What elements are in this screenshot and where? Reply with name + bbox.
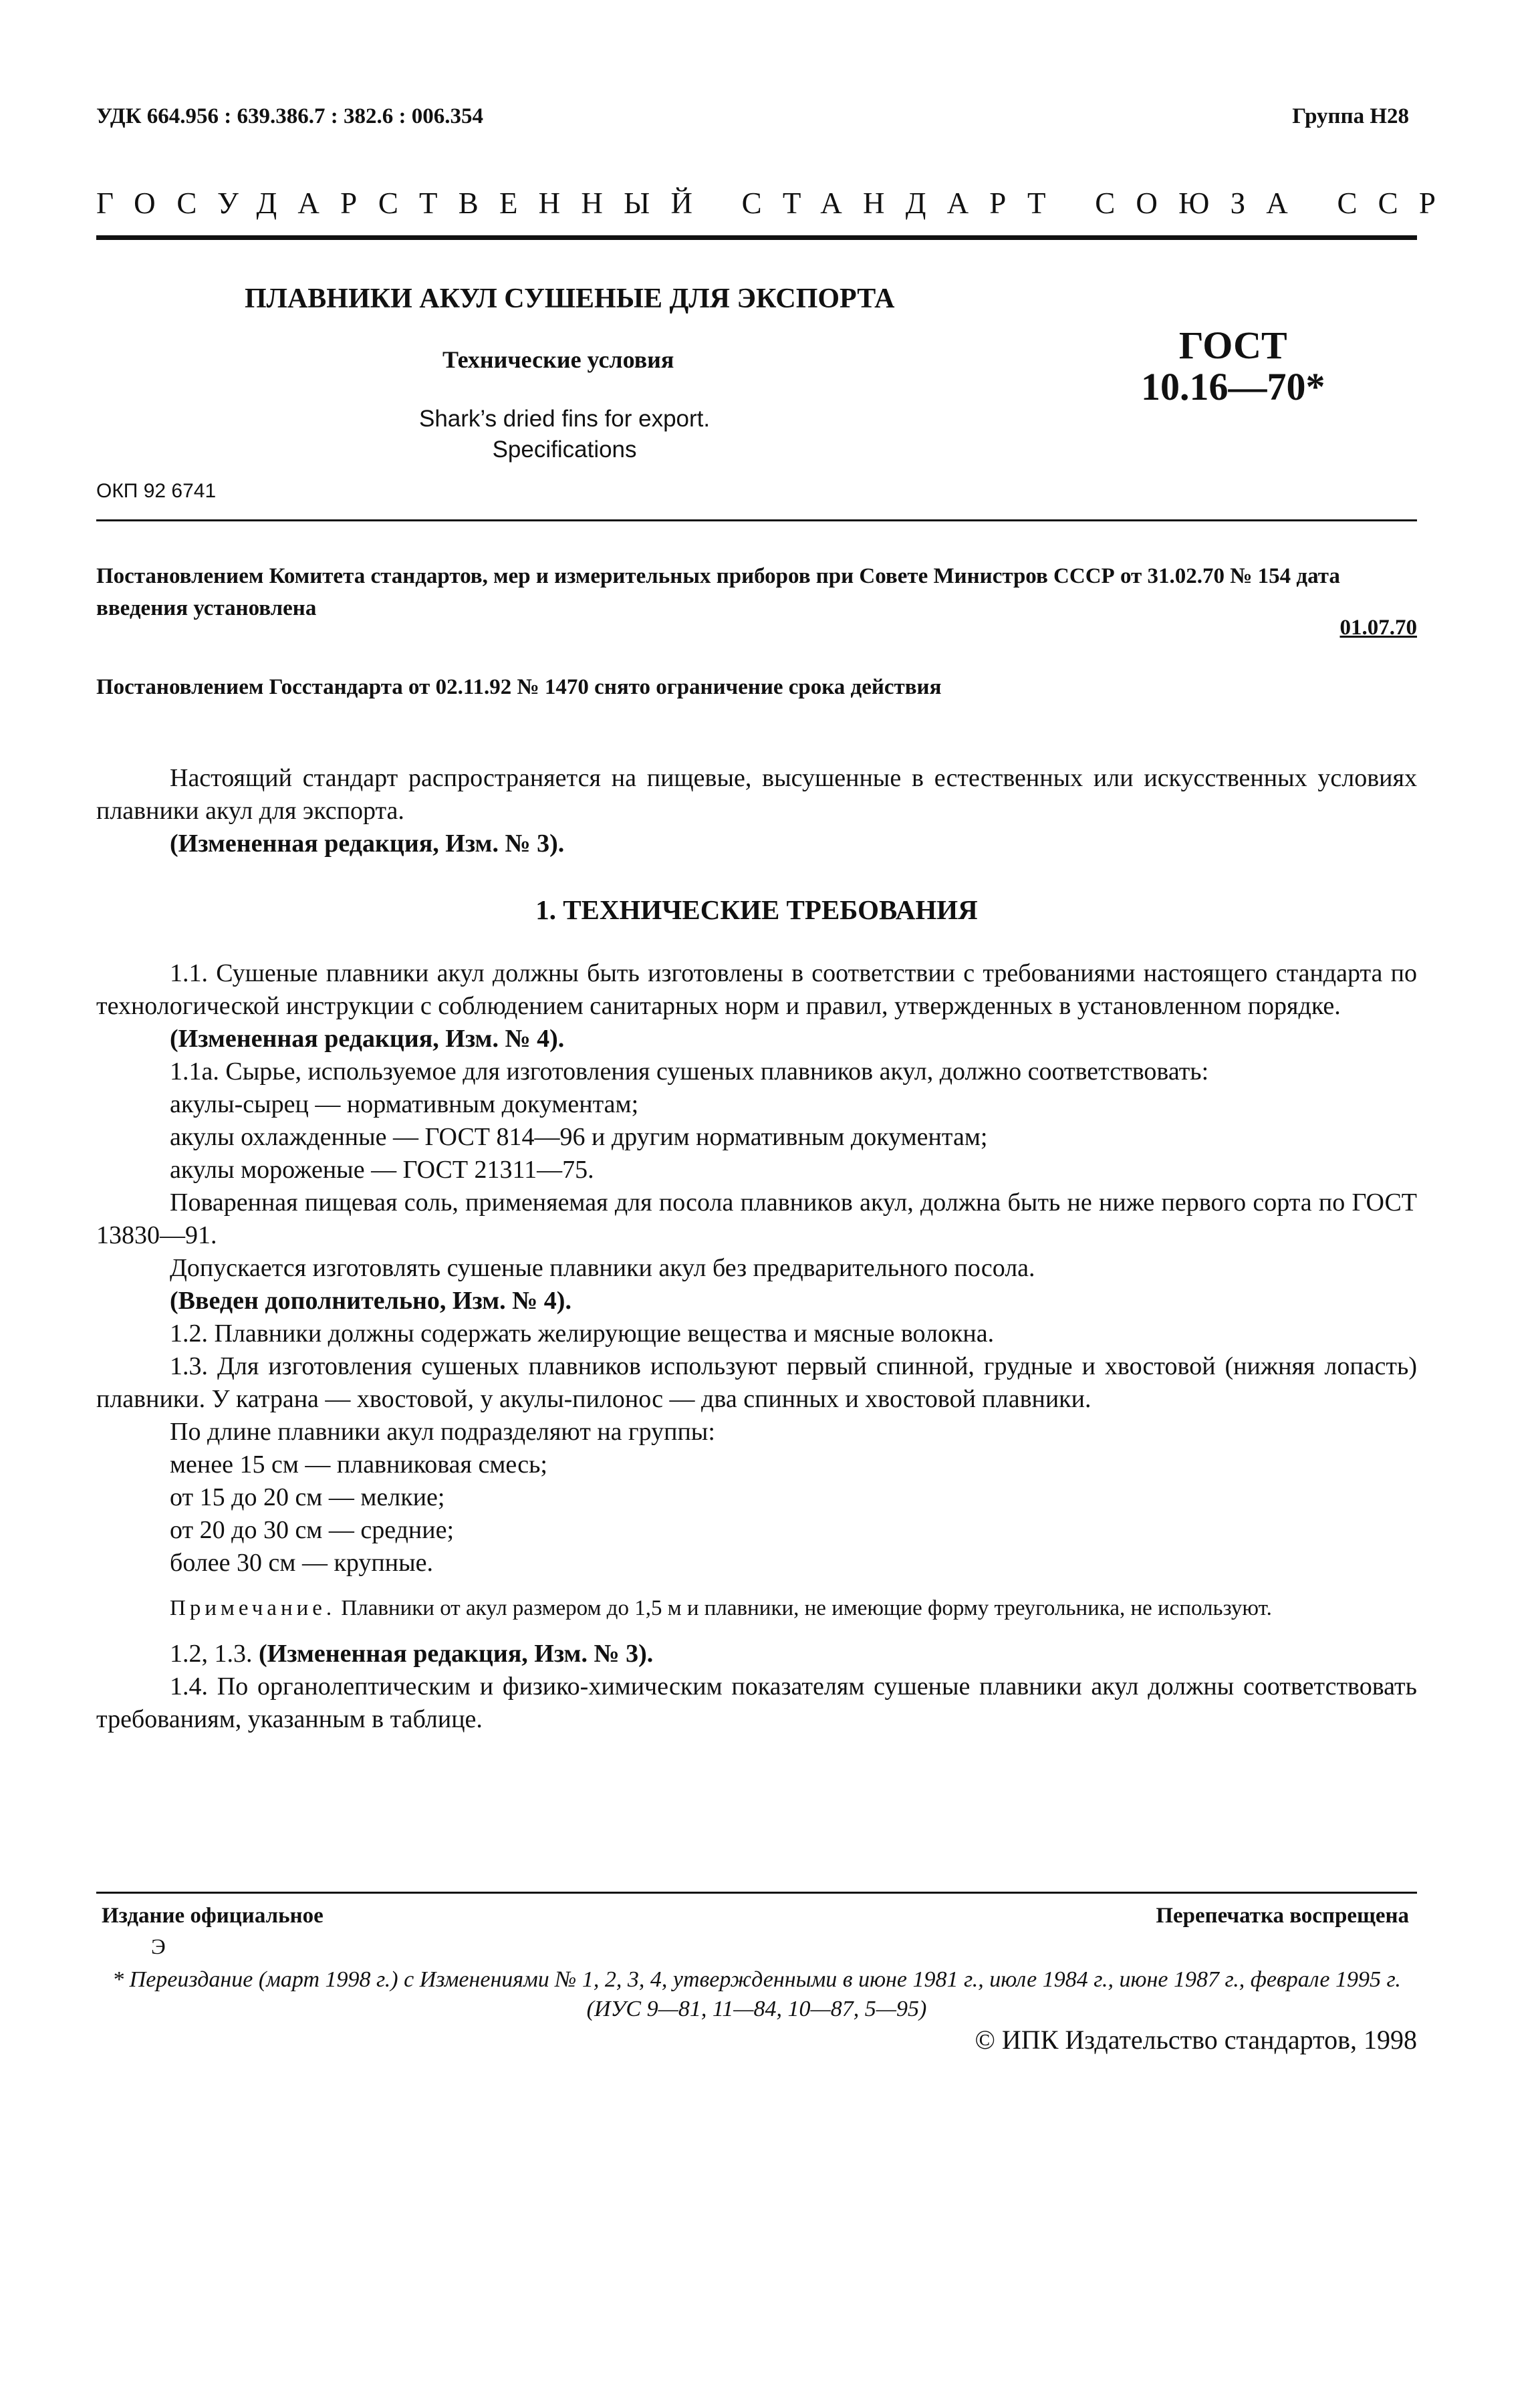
note <box>96 1594 1417 1623</box>
length-group-item: от 20 до 30 см — средние; <box>170 1516 455 1544</box>
okp-code: ОКП 92 6741 <box>96 480 217 502</box>
no-salting-note: Допускается изготовлять сушеные плавники акул без предварительного посола. <box>170 1254 1035 1282</box>
footer-rule <box>96 1892 1417 1894</box>
official-edition-label: Издание официальное <box>102 1904 324 1928</box>
english-title-line1: Shark’s dried fins for export. <box>419 406 711 432</box>
clause-1-1-amendment: (Измененная редакция, Изм. № 4). <box>170 1025 565 1053</box>
length-group-item: менее 15 см — плавниковая смесь; <box>170 1451 547 1479</box>
intro-text: Настоящий стандарт распространяется на пищевые, высушенные в естественных или искусственных условиях плавники акул для экспорта. <box>96 764 1417 825</box>
title-rule <box>96 519 1417 521</box>
gost-number: 10.16—70* <box>1141 365 1325 408</box>
note-label: Примечание. <box>170 1596 336 1620</box>
clause-1-1a: 1.1а. Сырье, используемое для изготовления сушеных плавников акул, должно соответствовать: <box>170 1057 1209 1086</box>
resolution-first: Постановлением Комитета стандартов, мер и измерительных приборов при Совете Министров СССР от 31.02.70 № 154 дата введения установлена <box>96 564 1340 620</box>
resolution-second: Постановлением Госстандарта от 02.11.92 № 1470 снято ограничение срока действия <box>96 675 942 699</box>
raw-material-item: акулы-сырец — нормативным документам; <box>170 1090 639 1118</box>
salt-requirement: Поваренная пищевая соль, применяемая для посола плавников акул, должна быть не ниже первого сорта по ГОСТ 13830—91. <box>96 1188 1417 1249</box>
state-standard-banner: ГОСУДАРСТВЕННЫЙ СТАНДАРТ СОЮЗА ССР <box>96 186 1457 220</box>
intro-amendment: (Измененная редакция, Изм. № 3). <box>170 830 565 858</box>
raw-material-item: акулы охлажденные — ГОСТ 814—96 и другим нормативным документам; <box>170 1123 988 1151</box>
amendment-text: (Измененная редакция, Изм. № 3). <box>259 1640 654 1668</box>
amendment-clauses: 1.2, 1.3. <box>170 1640 253 1668</box>
clause-1-3: 1.3. Для изготовления сушеных плавников используют первый спинной, грудные и хвостовой (нижняя лопасть) плавники. У катрана — хвостовой, у акулы-пилонос — два спинных и хвостовой плавники. <box>96 1352 1417 1413</box>
intro-block <box>96 762 1417 860</box>
clause-1-1: 1.1. Сушеные плавники акул должны быть изготовлены в соответствии с требованиями настоящего стандарта по технологической инструкции с соблюдением санитарных норм и правил, утвержденных в установленном порядке. <box>96 959 1417 1020</box>
raw-material-item: акулы мороженые — ГОСТ 21311—75. <box>170 1156 594 1184</box>
document-subtitle: Технические условия <box>442 346 674 373</box>
section-heading: 1. ТЕХНИЧЕСКИЕ ТРЕБОВАНИЯ <box>535 894 978 925</box>
gost-label: ГОСТ <box>1178 324 1287 367</box>
udk-code: УДК 664.956 : 639.386.7 : 382.6 : 006.354 <box>96 104 483 128</box>
reprint-prohibited-label: Перепечатка воспрещена <box>1156 1904 1409 1928</box>
introduced-amendment: (Введен дополнительно, Изм. № 4). <box>170 1287 571 1315</box>
english-title-line2: Specifications <box>492 436 637 463</box>
section-1 <box>96 894 1417 1736</box>
edition-letter: Э <box>151 1935 166 1959</box>
reissue-note: * Переиздание (март 1998 г.) с Изменениями № 1, 2, 3, 4, утвержденными в июне 1981 г., июле 1984 г., июне 1987 г., феврале 1995 г. (ИУС 9—81, 11—84, 10—87, 5—95) <box>112 1967 1401 2021</box>
clause-1-4: 1.4. По органолептическим и физико-химическим показателям сушеные плавники акул должны соответствовать требованиям, указанным в таблице. <box>96 1672 1417 1733</box>
document-title: ПЛАВНИКИ АКУЛ СУШЕНЫЕ ДЛЯ ЭКСПОРТА <box>245 283 895 314</box>
length-group-item: более 30 см — крупные. <box>170 1549 433 1577</box>
groups-intro: По длине плавники акул подразделяют на группы: <box>170 1418 715 1446</box>
introduction-date: 01.07.70 <box>1339 616 1417 640</box>
copyright: © ИПК Издательство стандартов, 1998 <box>975 2025 1417 2055</box>
english-title <box>419 404 710 465</box>
gost-designation <box>1141 325 1325 408</box>
header-thick-rule <box>96 235 1417 240</box>
clause-1-2: 1.2. Плавники должны содержать желирующие вещества и мясные волокна. <box>170 1319 995 1348</box>
length-group-item: от 15 до 20 см — мелкие; <box>170 1483 445 1511</box>
amendment-1-2-1-3 <box>96 1638 1417 1670</box>
note-text: Плавники от акул размером до 1,5 м и плавники, не имеющие форму треугольника, не используют. <box>341 1596 1272 1620</box>
group-code: Группа Н28 <box>1292 104 1409 128</box>
